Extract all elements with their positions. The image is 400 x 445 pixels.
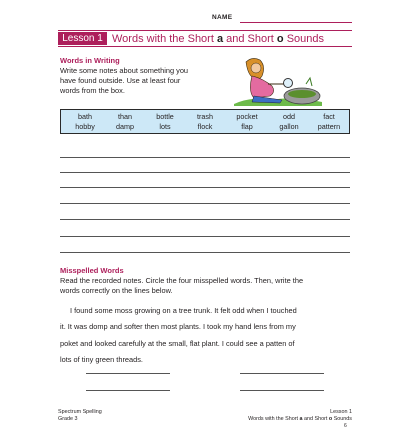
misspelled-instructions: [60, 276, 303, 296]
word-item: pattern: [317, 122, 341, 131]
passage-line-1: I found some moss growing on a tree trunk. It felt odd when I touched: [70, 306, 297, 315]
writing-line[interactable]: [60, 203, 350, 204]
word-item: fact: [323, 112, 335, 121]
lesson-title-bar: [58, 30, 352, 47]
word-item: flap: [241, 122, 253, 131]
title-o: o: [276, 33, 284, 45]
writing-instructions: [60, 66, 188, 97]
answer-line[interactable]: [240, 373, 324, 374]
misspelled-heading: Misspelled Words: [60, 266, 124, 275]
word-row-2: [61, 122, 349, 132]
footer-a: a: [299, 415, 303, 422]
writing-line-1: Write some notes about something you: [60, 66, 189, 75]
footer-lesson-title: [248, 416, 352, 423]
word-item: bath: [78, 112, 92, 121]
writing-line[interactable]: [60, 187, 350, 188]
instr-line-2: words correctly on the lines below.: [60, 286, 173, 296]
writing-line-2: have found outside. Use at least four: [60, 76, 181, 86]
instr-line-1: Read the recorded notes. Circle the four misspelled words. Then, write the: [60, 276, 304, 285]
footer-left: [58, 409, 102, 422]
answer-line[interactable]: [240, 390, 324, 391]
writing-line-3: words from the box.: [60, 86, 125, 96]
word-item: trash: [197, 112, 213, 121]
passage: [60, 303, 297, 369]
passage-line-2: it. It was domp and softer then most plants. I took my hand lens from my: [60, 322, 296, 332]
word-item: than: [118, 112, 132, 121]
girl-with-magnifying-glass-icon: [232, 56, 324, 106]
footer-post: Sounds: [332, 415, 352, 422]
passage-line-3: poket and looked carefully at the small, flat plant. I could see a patten of: [60, 338, 295, 348]
title-pre: Words with the Short: [112, 33, 217, 45]
word-item: hobby: [75, 122, 95, 131]
word-row-1: [61, 112, 349, 122]
word-item: lots: [159, 122, 171, 131]
page-number: 6: [344, 423, 347, 429]
title-post: Sounds: [283, 33, 325, 45]
title-mid: and Short: [223, 33, 277, 45]
writing-line[interactable]: [60, 172, 350, 173]
word-item: pocket: [236, 112, 258, 121]
footer-right: [248, 409, 352, 422]
writing-heading: Words in Writing: [60, 56, 120, 65]
answer-line[interactable]: [86, 390, 170, 391]
footer-lesson: Lesson 1: [330, 409, 352, 415]
lesson-tag: Lesson 1: [58, 32, 107, 45]
word-item: odd: [283, 112, 295, 121]
footer-grade: Grade 3: [58, 415, 78, 422]
word-box: [60, 109, 350, 134]
word-item: damp: [116, 122, 134, 131]
passage-line-4: lots of tiny green threads.: [60, 355, 143, 365]
footer-o: o: [328, 415, 333, 422]
answer-line[interactable]: [86, 373, 170, 374]
footer-book: Spectrum Spelling: [58, 409, 102, 415]
page-title: [112, 32, 324, 46]
word-item: gallon: [279, 122, 299, 131]
word-item: flock: [197, 122, 213, 131]
title-a: a: [216, 33, 224, 45]
writing-line[interactable]: [60, 252, 350, 253]
footer-mid: and Short: [302, 415, 329, 422]
name-label: NAME: [212, 14, 233, 21]
writing-line[interactable]: [60, 236, 350, 237]
writing-line[interactable]: [60, 219, 350, 220]
name-field[interactable]: [240, 22, 352, 23]
footer-pre: Words with the Short: [248, 415, 300, 422]
name-row: [212, 14, 352, 24]
writing-line[interactable]: [60, 157, 350, 158]
word-item: bottle: [156, 112, 174, 121]
